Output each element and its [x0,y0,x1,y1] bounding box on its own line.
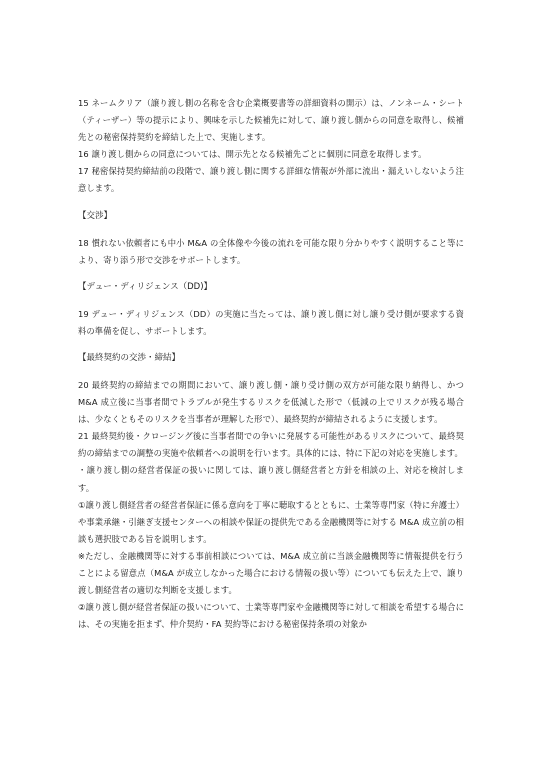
section-heading-due-diligence: 【デュー・ディリジェンス（DD)】 [78,281,213,292]
paragraph-16: 16 譲り渡し側からの同意については、開示先となる候補先ごとに個別に同意を取得します。 [78,149,427,160]
note-prior-consultation: ※ただし、金融機関等に対する事前相談については、M&A 成立前に当該金融機関等に情報提供を行うことによる留意点（M&A が成立しなかった場合における情報の扱い等）についても伝えた上で、譲り渡し側経営者の適切な判断を支援します。 [78,550,464,596]
item-1: ①譲り渡し側経営者の経営者保証に係る意向を丁寧に聴取するとともに、士業等専門家（特に弁護士）や事業承継・引継ぎ支援センターへの相談や保証の提供先である金融機関等に対する M&A 成立前の相談も選択肢である旨を説明します。 [78,499,464,544]
paragraph-17: 17 秘密保持契約締結前の段階で、譲り渡し側に関する詳細な情報が外部に流出・漏えいしないよう注意します。 [78,166,464,194]
paragraph-18: 18 慣れない依頼者にも中小 M&A の全体像や今後の流れを可能な限り分かりやすく説明すること等により、寄り添う形で交渉をサポートします。 [78,237,464,265]
paragraph-21: 21 最終契約後・クロージング後に当事者間での争いに発展する可能性があるリスクについて、最終契約の締結までの調整の実施や依頼者への説明を行います。具体的には、特に下記の対応を実施します。 [78,431,464,459]
section-heading-negotiation: 【交渉】 [78,210,113,221]
paragraph-19: 19 デュー・ディリジェンス（DD）の実施に当たっては、譲り渡し側に対し譲り受け側が要求する資料の準備を促し、サポートします。 [78,308,464,336]
item-2: ②譲り渡し側が経営者保証の扱いについて、士業等専門家や金融機関等に対して相談を希望する場合には、その実施を拒まず、仲介契約・FA 契約等における秘密保持条項の対象か [78,602,464,630]
paragraph-20: 20 最終契約の締結までの期間において、譲り渡し側・譲り受け側の双方が可能な限り納得し、かつ M&A 成立後に当事者間でトラブルが発生するリスクを低減した形で（低減の上でリスクが残る場合は、少なくともそのリスクを当事者が理解した形で）、最終契約が締結されるように支援します。 [78,379,467,425]
document-body [78,95,467,633]
paragraph-15: 15 ネームクリア（譲り渡し側の名称を含む企業概要書等の詳細資料の開示）は、ノンネーム・シート（ティーザー）等の提示により、興味を示した候補先に対して、譲り渡し側からの同意を取得し、候補先との秘密保持契約を締結した上で、実施します。 [78,98,464,143]
bullet-owner-guarantee: ・譲り渡し側の経営者保証の扱いに関しては、譲り渡し側経営者と方針を相談の上、対応を検討します。 [78,465,464,493]
section-heading-final-contract: 【最終契約の交渉・締結】 [78,352,181,363]
